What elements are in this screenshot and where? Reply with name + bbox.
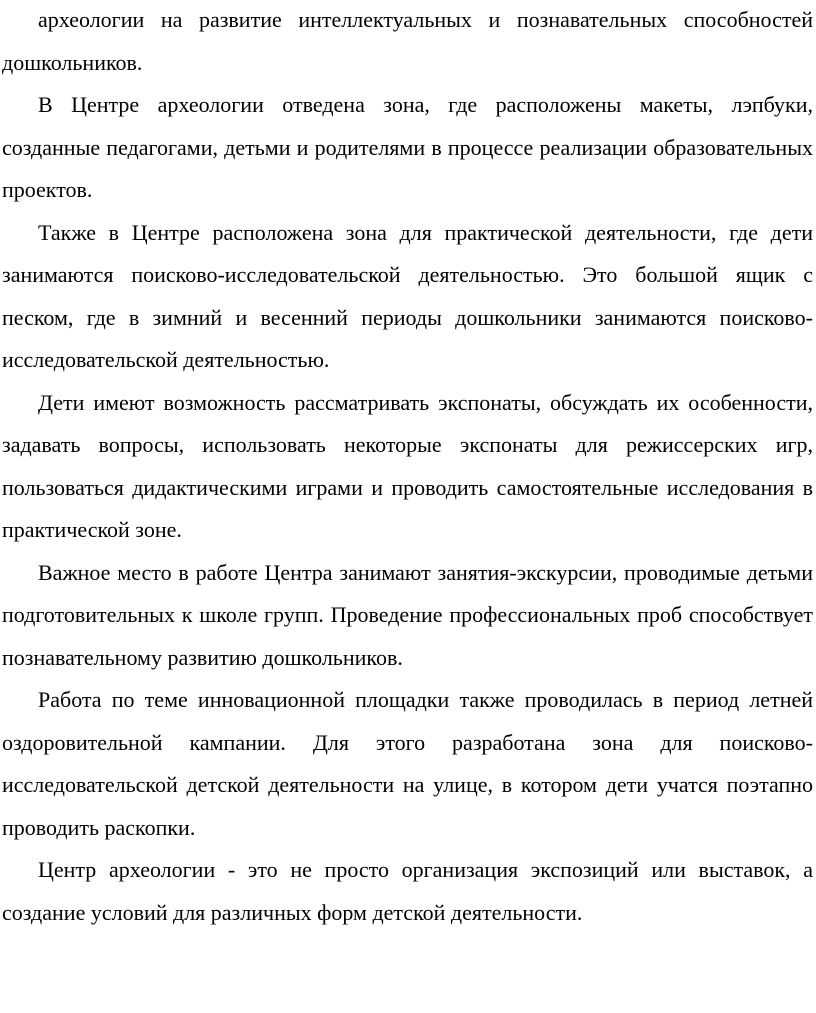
paragraph-2: В Центре археологии отведена зона, где расположены макеты, лэпбуки, созданные педагогами, детьми и родителями в процессе реализации образовательных проектов. (2, 92, 813, 202)
paragraph-4: Дети имеют возможность рассматривать экспонаты, обсуждать их особенности, задавать вопросы, использовать некоторые экспонаты для режиссерских игр, пользоваться дидактическими играми и проводить самостоятельные исследования в практической зоне. (2, 389, 813, 542)
document-body (2, 0, 813, 934)
paragraph-1: археологии на развитие интеллектуальных и познавательных способностей дошкольников. (2, 7, 813, 75)
paragraph-6: Работа по теме инновационной площадки также проводилась в период летней оздоровительной кампании. Для этого разработана зона для поисково-исследовательской детской деятельности на улице, в котором дети учатся поэтапно проводить раскопки. (2, 687, 813, 840)
paragraph-3: Также в Центре расположена зона для практической деятельности, где дети занимаются поисково-исследовательской деятельностью. Это большой ящик с песком, где в зимний и весенний периоды дошкольники занимаются поисково-исследовательской деятельностью. (2, 219, 813, 372)
paragraph-5: Важное место в работе Центра занимают занятия-экскурсии, проводимые детьми подготовительных к школе групп. Проведение профессиональных проб способствует познавательному развитию дошкольников. (2, 559, 813, 670)
paragraph-7: Центр археологии - это не просто организация экспозиций или выставок, а создание условий для различных форм детской деятельности. (2, 857, 813, 925)
